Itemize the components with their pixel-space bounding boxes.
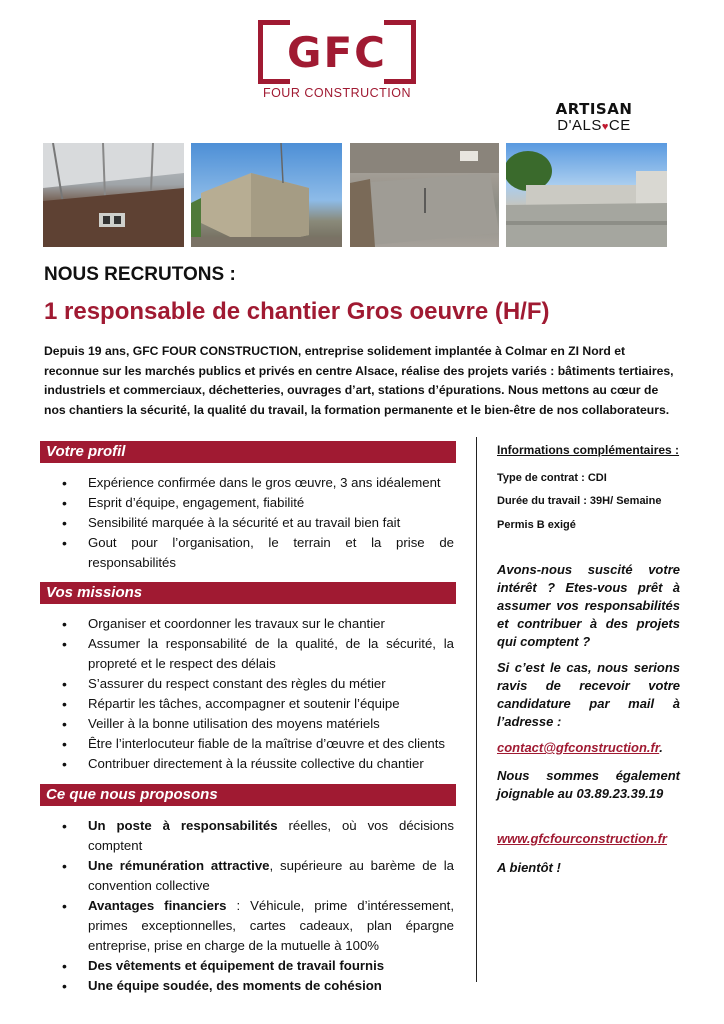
closing-text: A bientôt ! [497, 860, 561, 875]
proposons-list [62, 816, 454, 996]
photo-building-wall [191, 143, 342, 247]
list-item: • Être l’interlocuteur fiable de la maîtrise d’œuvre et des clients [62, 734, 454, 754]
website-link[interactable]: www.gfcfourconstruction.fr [497, 831, 667, 846]
job-title: 1 responsable de chantier Gros oeuvre (H/F) [44, 298, 550, 325]
list-item: • Contribuer directement à la réussite collective du chantier [62, 754, 454, 774]
profil-list [62, 473, 454, 573]
info-permis: Permis B exigé [497, 519, 576, 531]
list-item: • Une équipe soudée, des moments de cohésion [62, 976, 454, 996]
info-title: Informations complémentaires : [497, 443, 680, 457]
interest-paragraph: Avons-nous suscité votre intérêt ? Etes-vous prêt à assumer vos responsabilités et contribuer à des projets qui comptent ? [497, 562, 680, 649]
list-item: • Sensibilité marquée à la sécurité et au travail bien fait [62, 513, 454, 533]
section-missions-header: Vos missions [40, 582, 456, 604]
list-item: • Assumer la responsabilité de la qualité, de la sécurité, la propreté et le respect des délais [62, 634, 454, 674]
email-suffix: . [659, 740, 663, 755]
list-item: • Avantages financiers : Véhicule, prime d’intéressement, primes exceptionnelles, cartes cadeaux, plan épargne entreprise, prise en charge de la mutuelle à 100% [62, 896, 454, 956]
photo-exterior-walls [506, 143, 667, 247]
artisan-line2-post: CE [608, 117, 631, 134]
list-item: • Expérience confirmée dans le gros œuvre, 3 ans idéalement [62, 473, 454, 493]
logo-subtitle: FOUR CONSTRUCTION [262, 86, 412, 100]
page-heading: NOUS RECRUTONS : [44, 264, 236, 285]
photo-strip [43, 143, 667, 247]
heart-icon: ♥ [601, 121, 609, 133]
section-proposons-header: Ce que nous proposons [40, 784, 456, 806]
artisan-alsace-logo [540, 101, 648, 135]
photo-warehouse-interior [43, 143, 184, 247]
logo-brand: GFC [287, 28, 387, 77]
intro-paragraph: Depuis 19 ans, GFC FOUR CONSTRUCTION, entreprise solidement implantée à Colmar en ZI Nord et reconnue sur les marchés publics et privés en centre Alsace, réalise des projets variés : bâtiments tertiaires, industriels et commerciaux, déchetteries, ouvrages d’art, stations d’épurations. Nous mettons au cœur de nos chantiers la sécurité, la qualité du travail, la formation permanente et le bien-être de nos collaborateurs. [44, 344, 674, 417]
apply-paragraph: Si c’est le cas, nous serions ravis de recevoir votre candidature par mail à l’adresse : [497, 660, 680, 729]
list-item: • Des vêtements et équipement de travail fournis [62, 956, 454, 976]
email-link[interactable]: contact@gfconstruction.fr [497, 740, 660, 755]
list-item: • Un poste à responsabilités réelles, où vos décisions comptent [62, 816, 454, 856]
list-item: • Veiller à la bonne utilisation des moyens matériels [62, 714, 454, 734]
list-item: • Gout pour l’organisation, le terrain et la prise de responsabilités [62, 533, 454, 573]
list-item: • Une rémunération attractive, supérieure au barème de la convention collective [62, 856, 454, 896]
list-item: • Organiser et coordonner les travaux sur le chantier [62, 614, 454, 634]
info-contrat: Type de contrat : CDI [497, 472, 607, 484]
list-item: • S’assurer du respect constant des règles du métier [62, 674, 454, 694]
missions-list [62, 614, 454, 774]
artisan-line2-pre: D'ALS [557, 117, 602, 134]
photo-concrete-floor [350, 143, 499, 247]
list-item: • Esprit d’équipe, engagement, fiabilité [62, 493, 454, 513]
list-item: • Répartir les tâches, accompagner et soutenir l’équipe [62, 694, 454, 714]
info-duree: Durée du travail : 39H/ Semaine [497, 495, 662, 507]
artisan-line1: ARTISAN [555, 100, 633, 118]
phone-paragraph: Nous sommes également joignable au 03.89.23.39.19 [497, 768, 680, 801]
section-profil-header: Votre profil [40, 441, 456, 463]
column-divider [476, 437, 477, 982]
